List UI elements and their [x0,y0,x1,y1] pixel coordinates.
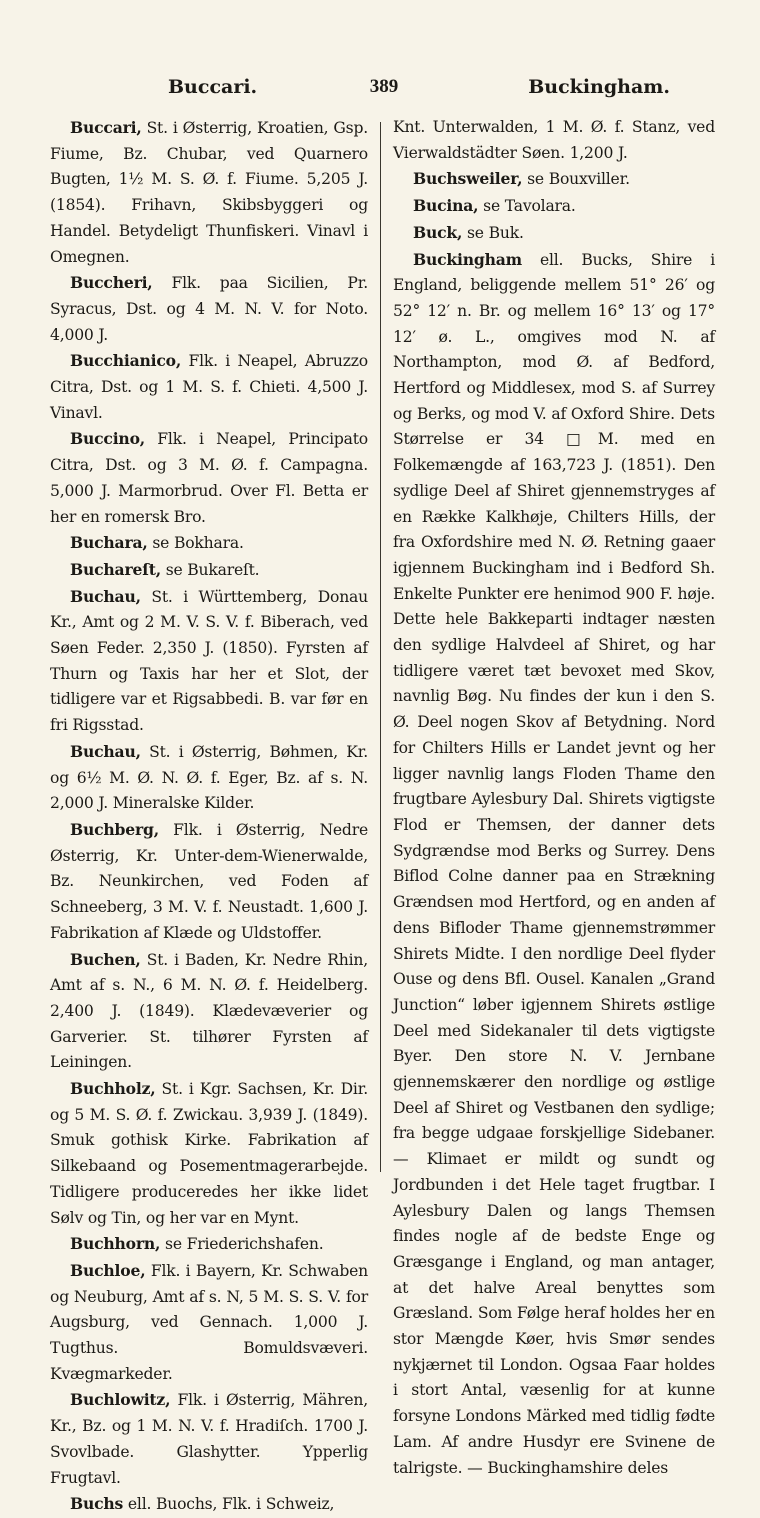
entry-text: se Bukareſt. [160,560,260,579]
dictionary-entry [50,1258,368,1388]
entry-headword: Bucina, [413,196,479,216]
dictionary-entry [50,270,368,348]
entry-headword: Buck, [413,222,463,242]
column-divider [380,122,381,1172]
entry-headword: Buchs [70,1494,124,1514]
dictionary-entry [50,1231,368,1258]
entry-text: se Tavolara. [478,197,576,216]
dictionary-entry [50,348,368,426]
dictionary-entry [50,584,368,739]
entry-text: St. i Baden, Kr. Nedre Rhin, Amt af s. N., 6 M. N. Ø. f. Heidelberg. 2,400 J. (1849). Klædevæverier og Garverier. St. tilhører Fyrsten af Leiningen. [50,950,368,1072]
dictionary-entry [393,115,715,166]
entry-headword: Buckingham [413,249,522,269]
right-column [393,115,715,1481]
entry-headword: Buchlowitz, [70,1390,171,1410]
entry-headword: Buchholz, [70,1079,156,1099]
entry-text: St. i Kgr. Sachsen, Kr. Dir. og 5 M. S. Ø. f. Zwickau. 3,939 J. (1849). Smuk gothisk Kirke. Fabrikation af Silkebaand og Posementmagerarbejde. Tidligere produceredes her ikke lidet Sølv og Tin, og her var en Mynt. [50,1080,368,1227]
entry-headword: Buchloe, [70,1260,146,1280]
entry-text: Flk. i Neapel, Abruzzo Citra, Dst. og 1 M. S. f. Chieti. 4,500 J. Vinavl. [50,352,368,422]
dictionary-entry [50,817,368,947]
entry-text: se Bokhara. [147,534,244,553]
entry-headword: Buchhorn, [70,1234,161,1254]
entry-headword: Buchara, [70,533,148,553]
entry-text: Flk. i Neapel, Principato Citra, Dst. og 3 M. Ø. f. Campagna. 5,000 J. Marmorbrud. Over Fl. Betta er her en romersk Bro. [50,430,368,526]
entry-text: Flk. i Bayern, Kr. Schwaben og Neuburg, Amt af s. N, 5 M. S. S. V. for Augsburg, ved Gennach. 1,000 J. Tugthus. Bomuldsvæveri. Kvægmarkeder. [50,1261,368,1383]
entry-headword: Buccari, [70,118,142,137]
dictionary-entry [393,220,715,247]
entry-headword: Buchau, [70,586,141,606]
dictionary-entry [393,166,715,193]
entry-headword: Buccheri, [70,273,153,293]
entry-text: se Friederichshafen. [160,1235,324,1254]
entry-text: se Buk. [462,223,524,242]
dictionary-entry [50,1387,368,1491]
entry-text: ell. Bucks, Shire i England, beliggende mellem 51° 26′ og 52° 12′ n. Br. og mellem 16° 13′ og 17° 12′ ø. L., omgives mod N. af Northampton, mod Ø. af Bedford, Hertford og Middlesex, mod S. af Surrey og Berks, og mod V. af Oxford Shire. Dets Størrelse er 34 □M. med en Folkemængde af 163,723 J. (1851). Den sydlige Deel af Shiret gjennemstryges af en Række Kalkhøje, Chilters Hills, der fra Oxfordshire med N. Ø. Retning gaaer igjennem Buckingham ind i Bedford Sh. Enkelte Punkter ere henimod 900 F. høje. Dette hele Bakkeparti indtager næsten den sydlige Halvdeel af Shiret, og har tidligere været tæt bevoxet med Skov, navnlig Bøg. Nu findes der kun i den S. Ø. Deel nogen Skov af Betydning. Nord for Chilters Hills er Landet jevnt og her ligger navnlig langs Floden Thame den frugtbare Aylesbury Dal. Shirets vigtigste Flod er Themsen, der danner dets Sydgrændse mod Berks og Surrey. Dens Biflod Colne danner paa en Strækning Grændsen mod Hertford, og en anden af dens Bifloder Thame gjennemstrømmer Shirets Midte. I den nordlige Deel flyder Ouse og dens Bfl. Ousel. Kanalen „Grand Junction“ løber igjennem Shirets østlige Deel med Sidekanaler til dets vigtigste Byer. Den store N. V. Jernbane gjennemskærer den nordlige og østlige Deel af Shiret og Vestbanen den sydlige; fra begge udgaae forskjellige Sidebaner. — Klimaet er mildt og sundt og Jordbunden i det Hele taget frugtbar. I Aylesbury Dalen og langs Themsen findes nogle af de bedste Enge og Græsgange i England, og man antager, at det halve Areal benyttes som Græsland. Som Følge heraf holdes her en stor Mængde Køer, hvis Smør sendes nykjærnet til London. Ogsaa Faar holdes i stort Antal, væsenlig for at kunne forsyne Londons Märked med tidlig fødte Lam. Af andre Husdyr ere Svinene de talrigste. — Buckinghamshire deles [393,250,715,1477]
entry-headword: Buchau, [70,741,141,761]
entry-text: se Bouxviller. [522,170,630,189]
entry-text: Knt. Unterwalden, 1 M. Ø. f. Stanz, ved Vierwaldstädter Søen. 1,200 J. [393,118,715,162]
page-number: 389 [369,76,399,97]
dictionary-entry [50,530,368,557]
entry-text: St. i Østerrig, Bøhmen, Kr. og 6½ M. Ø. N. Ø. f. Eger, Bz. af s. N. 2,000 J. Mineralske Kilder. [50,742,368,813]
dictionary-entry [50,557,368,584]
entry-text: ell. Buochs, Flk. i Schweiz, [123,1495,335,1514]
entry-headword: Bucchianico, [70,351,182,371]
header-left-word: Buccari. [168,76,258,98]
dictionary-entry [50,947,368,1077]
dictionary-entry [50,1491,368,1518]
dictionary-entry [50,1076,368,1231]
entry-headword: Buchareſt, [70,559,161,579]
entry-text: St. i Württemberg, Donau Kr., Amt og 2 M. V. S. V. f. Biberach, ved Søen Feder. 2,350 J. (1850). Fyrsten af Thurn og Taxis har her et Slot, der tidligere var et Rigsabbedi. B. var før en fri Rigsstad. [50,587,368,735]
entry-text: Flk. i Østerrig, Nedre Østerrig, Kr. Unter-dem-Wienerwalde, Bz. Neunkirchen, ved Foden af Schneeberg, 3 M. V. f. Neustadt. 1,600 J. Fabrikation af Klæde og Uldstoffer. [50,820,368,942]
entry-text: Flk. paa Sicilien, Pr. Syracus, Dst. og 4 M. N. V. for Noto. 4,000 J. [50,274,368,344]
left-column [50,115,368,1518]
dictionary-entry [50,426,368,530]
dictionary-entry [50,739,368,817]
header-right-word: Buckingham. [528,76,670,98]
dictionary-entry [50,115,368,270]
entry-headword: Buchen, [70,949,141,969]
dictionary-entry [393,193,715,220]
entry-headword: Buccino, [70,429,145,449]
entry-text: Flk. i Østerrig, Mähren, Kr., Bz. og 1 M. N. V. f. Hradiſch. 1700 J. Svovlbade. Glashytter. Ypperlig Frugtavl. [50,1391,368,1487]
dictionary-entry [393,247,715,1482]
entry-text: St. i Østerrig, Kroatien, Gsp. Fiume, Bz. Chubar, ved Quarnero Bugten, 1½ M. S. Ø. f. Fiume. 5,205 J. (1854). Frihavn, Skibsbyggeri og Handel. Betydeligt Thunfiskeri. Vinavl i Omegnen. [50,119,368,266]
running-header [68,76,700,106]
entry-headword: Buchberg, [70,819,159,839]
entry-headword: Buchsweiler, [413,169,523,189]
